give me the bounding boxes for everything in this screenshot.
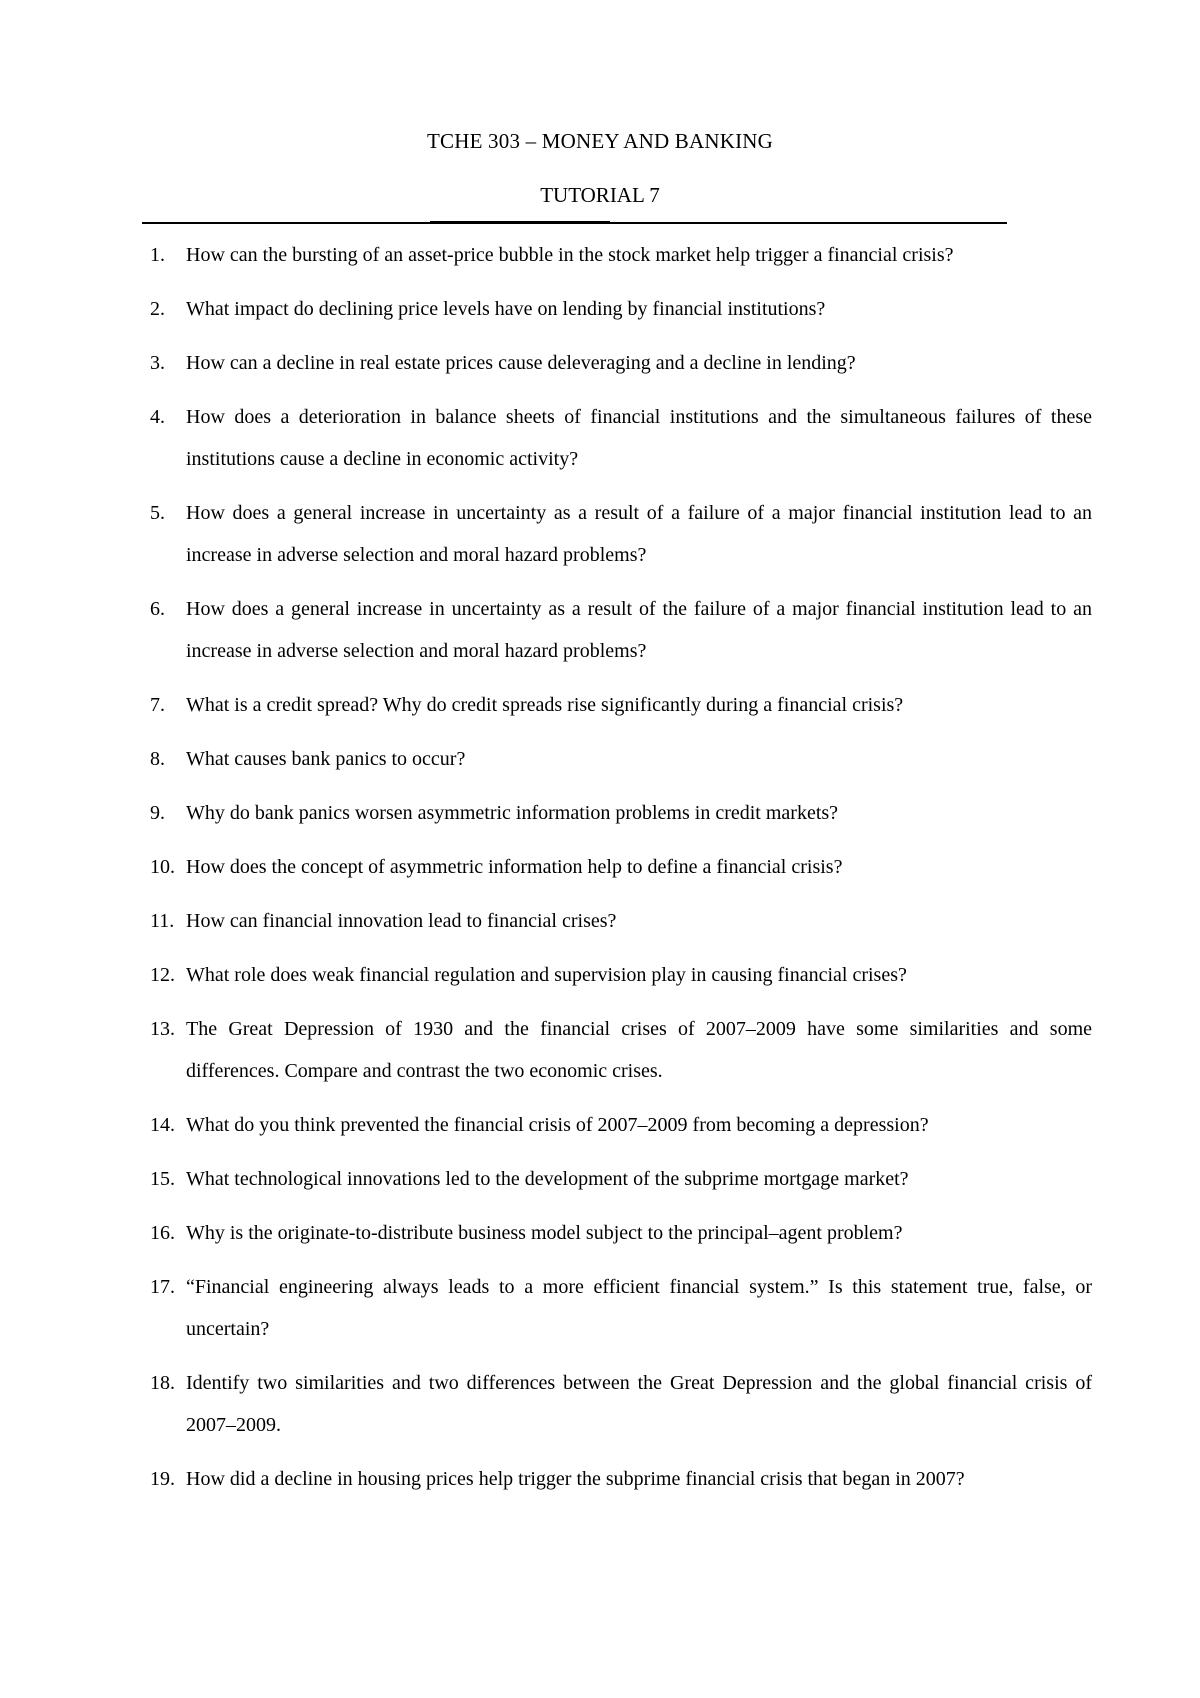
question-number: 3. — [150, 352, 165, 374]
question-text: What impact do declining price levels have on lending by financial institutions? — [186, 298, 826, 320]
course-title: TCHE 303 – MONEY AND BANKING — [426, 129, 774, 153]
question-text: Why do bank panics worsen asymmetric information problems in credit markets? — [186, 802, 839, 824]
question-number: 14. — [150, 1114, 175, 1136]
question-list — [150, 234, 1092, 1512]
question-item — [150, 792, 1092, 834]
question-text: What role does weak financial regulation and supervision play in causing financial crises? — [186, 964, 907, 986]
question-text: What causes bank panics to occur? — [186, 748, 466, 770]
question-number: 9. — [150, 802, 165, 824]
question-number: 5. — [150, 502, 165, 524]
question-item — [150, 684, 1092, 726]
question-text: How can financial innovation lead to financial crises? — [186, 910, 617, 932]
question-number: 16. — [150, 1222, 175, 1244]
question-item — [150, 1008, 1092, 1092]
question-text: How can a decline in real estate prices cause deleveraging and a decline in lending? — [186, 352, 856, 374]
question-number: 6. — [150, 598, 165, 620]
question-item — [150, 1212, 1092, 1254]
question-number: 18. — [150, 1372, 175, 1394]
question-item — [150, 954, 1092, 996]
question-number: 13. — [150, 1018, 175, 1040]
question-number: 17. — [150, 1276, 175, 1298]
question-text: “Financial engineering always leads to a more efficient financial system.” Is this statement true, false, or uncertain? — [186, 1276, 1092, 1340]
question-text: How does a deterioration in balance sheets of financial institutions and the simultaneous failures of these institutions cause a decline in economic activity? — [186, 406, 1092, 470]
question-text: What technological innovations led to the development of the subprime mortgage market? — [186, 1168, 909, 1190]
question-number: 2. — [150, 298, 165, 320]
question-item — [150, 1158, 1092, 1200]
question-text: Why is the originate-to-distribute business model subject to the principal–agent problem? — [186, 1222, 903, 1244]
question-item — [150, 588, 1092, 672]
question-item — [150, 288, 1092, 330]
question-item — [150, 1362, 1092, 1446]
question-text: Identify two similarities and two differences between the Great Depression and the global financial crisis of 2007–2009. — [186, 1372, 1092, 1436]
question-number: 1. — [150, 244, 165, 266]
question-text: How does the concept of asymmetric information help to define a financial crisis? — [186, 856, 843, 878]
question-text: How did a decline in housing prices help trigger the subprime financial crisis that began in 2007? — [186, 1468, 965, 1490]
question-number: 8. — [150, 748, 165, 770]
question-number: 12. — [150, 964, 175, 986]
question-item — [150, 234, 1092, 276]
question-item — [150, 900, 1092, 942]
question-number: 4. — [150, 406, 165, 428]
question-item — [150, 396, 1092, 480]
header-divider-accent — [430, 221, 610, 224]
question-text: How does a general increase in uncertainty as a result of a failure of a major financial institution lead to an increase in adverse selection and moral hazard problems? — [186, 502, 1092, 566]
question-text: How can the bursting of an asset-price bubble in the stock market help trigger a financial crisis? — [186, 244, 954, 266]
tutorial-title: TUTORIAL 7 — [540, 183, 660, 207]
question-item — [150, 1104, 1092, 1146]
question-item — [150, 492, 1092, 576]
question-number: 7. — [150, 694, 165, 716]
question-text: What do you think prevented the financial crisis of 2007–2009 from becoming a depression? — [186, 1114, 929, 1136]
question-text: The Great Depression of 1930 and the financial crises of 2007–2009 have some similarities and some differences. Compare and contrast the two economic crises. — [186, 1018, 1092, 1082]
question-item — [150, 1266, 1092, 1350]
question-number: 10. — [150, 856, 175, 878]
question-item — [150, 846, 1092, 888]
question-item — [150, 342, 1092, 384]
question-number: 11. — [150, 910, 175, 932]
question-text: How does a general increase in uncertainty as a result of the failure of a major financial institution lead to an increase in adverse selection and moral hazard problems? — [186, 598, 1092, 662]
question-number: 15. — [150, 1168, 175, 1190]
question-number: 19. — [150, 1468, 175, 1490]
question-text: What is a credit spread? Why do credit spreads rise significantly during a financial crisis? — [186, 694, 904, 716]
question-item — [150, 738, 1092, 780]
question-item — [150, 1458, 1092, 1500]
